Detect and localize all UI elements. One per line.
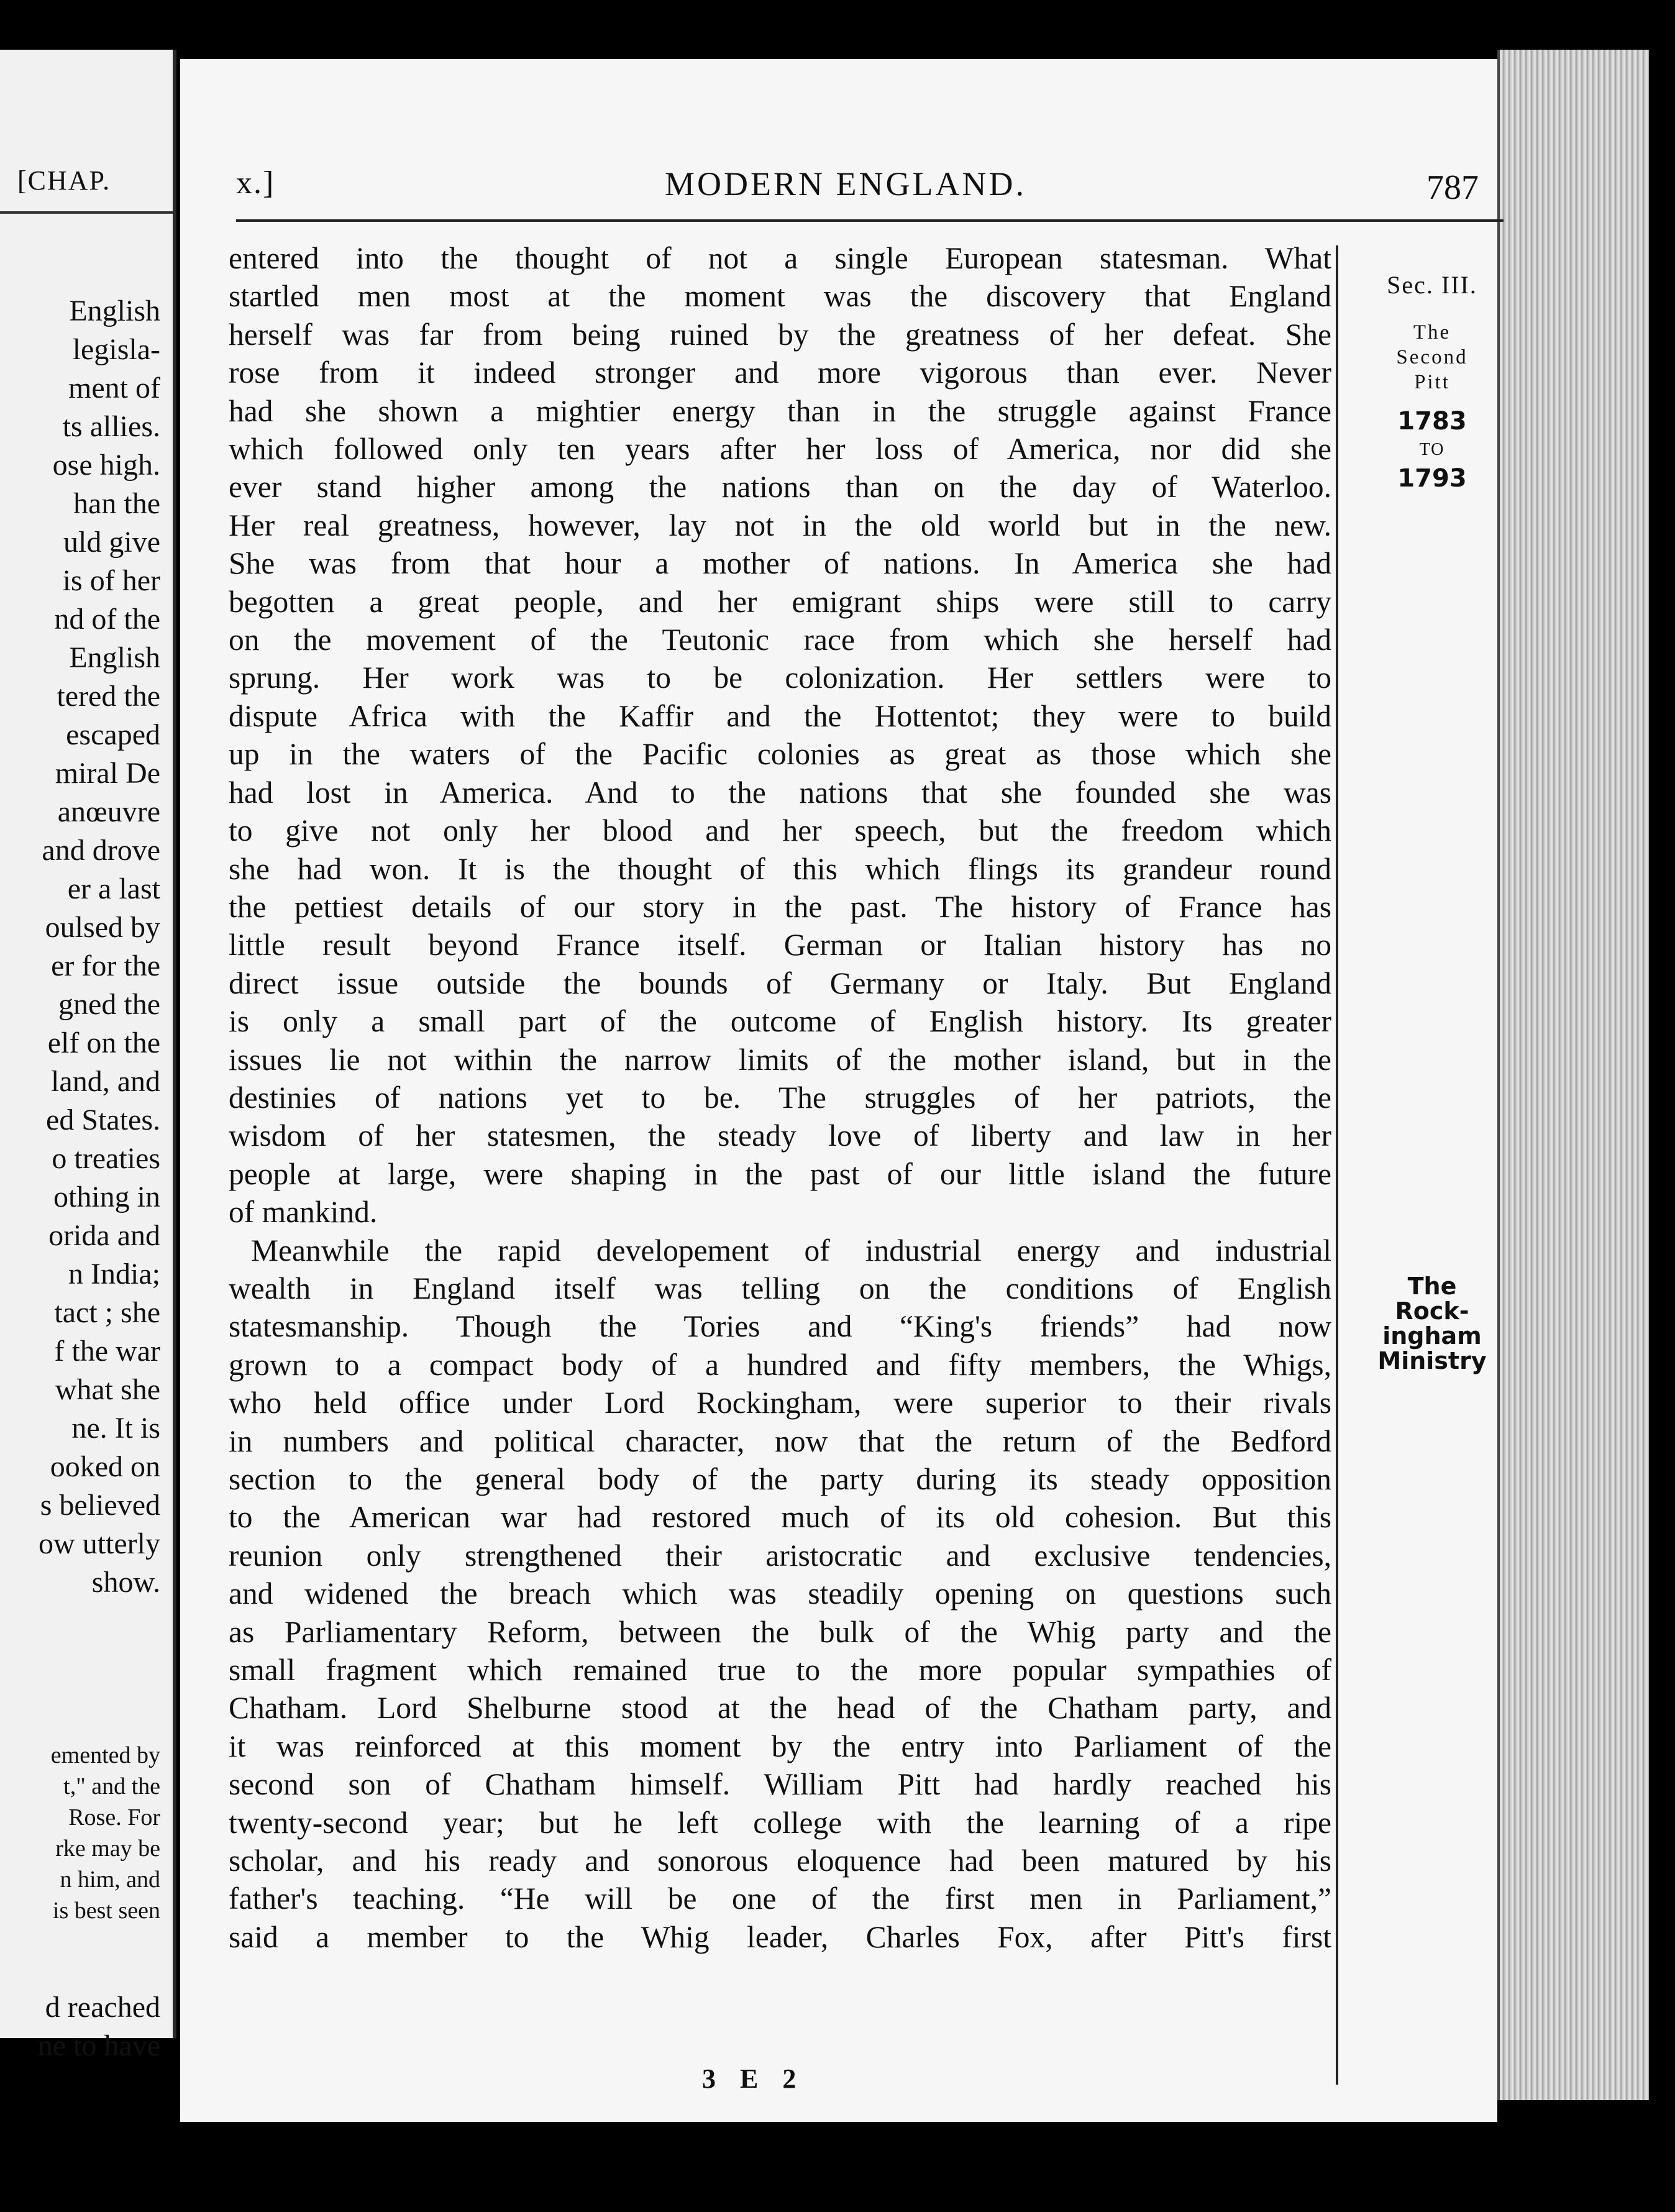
text-line: to the American war had restored much of its old cohesion. But this: [229, 1500, 1331, 1535]
previous-page-line: ed States.: [46, 1104, 160, 1136]
header-rule: [236, 219, 1504, 222]
text-line: of mankind.: [229, 1195, 378, 1230]
sidenote-line: Rock-: [1395, 1297, 1469, 1325]
previous-page-line: orida and: [48, 1219, 160, 1252]
text-line: had she shown a mightier energy than in the struggle against France: [229, 393, 1331, 428]
text-line: rose from it indeed stronger and more vigorous than ever. Never: [229, 355, 1331, 390]
previous-page-line: o treaties: [52, 1142, 160, 1175]
text-line: wealth in England itself was telling on the conditions of English: [229, 1271, 1331, 1305]
text-line: sprung. Her work was to be colonization. Her settlers were to: [229, 660, 1331, 695]
text-line: ever stand higher among the nations than on the day of Waterloo.: [229, 470, 1331, 505]
previous-page-tail-line: d reached: [45, 1991, 160, 2024]
text-line: section to the general body of the party during its steady opposition: [229, 1462, 1331, 1496]
previous-page-rule: [0, 211, 173, 214]
text-line: scholar, and his ready and sonorous eloquence had been matured by his: [229, 1844, 1331, 1878]
text-line: direct issue outside the bounds of Germany or Italy. But England: [229, 966, 1331, 1000]
text-line: destinies of nations yet to be. The struggles of her patriots, the: [229, 1080, 1331, 1115]
text-line: She was from that hour a mother of nations. In America she had: [229, 546, 1331, 581]
previous-page-line: ow utterly: [39, 1527, 160, 1560]
sidenote-line: The: [1407, 1273, 1457, 1300]
text-line: wisdom of her statesmen, the steady love of liberty and law in her: [229, 1118, 1331, 1153]
previous-page-line: is of her: [62, 564, 160, 597]
text-line: on the movement of the Teutonic race from which she herself had: [229, 623, 1331, 657]
page-number: 787: [1426, 168, 1479, 207]
previous-page-line: ooked on: [50, 1450, 160, 1483]
text-line: as Parliamentary Reform, between the bulk of the Whig party and the: [229, 1614, 1331, 1649]
previous-page-footnote-line: n him, and: [60, 1867, 160, 1893]
text-line: grown to a compact body of a hundred and fifty members, the Whigs,: [229, 1347, 1331, 1382]
previous-page-line: ment of: [68, 372, 160, 404]
text-line: small fragment which remained true to the more popular sympathies of: [229, 1653, 1331, 1688]
page-stack-edge: [1497, 50, 1649, 2100]
previous-page-line: ne. It is: [71, 1412, 160, 1445]
text-line: people at large, were shaping in the past of our little island the future: [229, 1156, 1331, 1191]
text-line: to give not only her blood and her speech, but the freedom which: [229, 813, 1331, 848]
text-line: it was reinforced at this moment by the entry into Parliament of the: [229, 1729, 1331, 1763]
text-line: the pettiest details of our story in the past. The history of France has: [229, 889, 1331, 924]
text-line: up in the waters of the Pacific colonies as great as those which she: [229, 737, 1331, 772]
previous-page-line: English: [69, 641, 160, 674]
previous-page-line: what she: [55, 1373, 160, 1406]
previous-page-line: oulsed by: [45, 911, 160, 944]
previous-page-line: ts allies.: [62, 410, 160, 443]
previous-page-line: miral De: [55, 757, 160, 790]
text-line: who held office under Lord Rockingham, were superior to their rivals: [229, 1386, 1331, 1420]
rockingham-sidenote: [1354, 1274, 1510, 1373]
previous-page-chapter-label: [CHAP.: [17, 165, 111, 196]
section-title-line: Second: [1396, 346, 1468, 368]
text-line: which followed only ten years after her loss of America, nor did she: [229, 432, 1331, 467]
previous-page-line: legisla-: [72, 333, 160, 366]
previous-page-line: and drove: [42, 834, 160, 867]
text-line: dispute Africa with the Kaffir and the Hottentot; they were to build: [229, 698, 1331, 733]
previous-page-footnote-line: is best seen: [52, 1898, 160, 1924]
previous-page-line: othing in: [53, 1181, 160, 1213]
section-years: [1354, 407, 1510, 493]
book-page: [180, 59, 1497, 2122]
text-line: issues lie not within the narrow limits of the mother island, but in the: [229, 1042, 1331, 1077]
text-line: statesmanship. Though the Tories and “King's friends” had now: [229, 1309, 1331, 1344]
previous-page-line: uld give: [63, 526, 160, 559]
previous-page-line: gned the: [58, 988, 160, 1021]
previous-page-line: nd of the: [54, 603, 160, 636]
previous-page-line: English: [69, 295, 160, 327]
year-start: 1783: [1397, 407, 1467, 436]
previous-page-footnote-line: t," and the: [63, 1773, 160, 1799]
paragraph-2: [229, 1232, 1331, 1957]
year-separator: TO: [1419, 440, 1445, 459]
previous-page-line: er a last: [67, 872, 160, 905]
previous-page-line: ose high.: [52, 449, 160, 482]
previous-page: [0, 50, 176, 2062]
text-line: in numbers and political character, now that the return of the Bedford: [229, 1424, 1331, 1458]
previous-page-footnote-line: Rose. For: [68, 1804, 160, 1830]
text-line: second son of Chatham himself. William Pitt had hardly reached his: [229, 1767, 1331, 1802]
text-line: father's teaching. “He will be one of the first men in Parliament,”: [229, 1881, 1331, 1916]
previous-page-footnote-line: emented by: [50, 1742, 160, 1768]
text-line: startled men most at the moment was the discovery that England: [229, 279, 1331, 314]
text-line: is only a small part of the outcome of English history. Its greater: [229, 1004, 1331, 1039]
text-line: little result beyond France itself. German or Italian history has no: [229, 928, 1331, 962]
previous-page-line: show.: [91, 1566, 160, 1599]
previous-page-footnote-line: rke may be: [55, 1835, 160, 1862]
text-line: herself was far from being ruined by the greatness of her defeat. She: [229, 317, 1331, 352]
text-line: she had won. It is the thought of this which flings its grandeur round: [229, 851, 1331, 886]
section-label: Sec. III.: [1387, 271, 1477, 299]
sidenote-line: Ministry: [1377, 1347, 1487, 1374]
paragraph-1: [229, 239, 1331, 1232]
previous-page-line: tact ; she: [54, 1296, 160, 1329]
text-line: entered into the thought of not a single European statesman. What: [229, 241, 1331, 275]
margin-rule: [1336, 245, 1338, 2085]
running-head: [236, 165, 1491, 214]
previous-page-footnotes: [0, 1740, 160, 1926]
previous-page-line: tered the: [57, 680, 160, 713]
text-line: had lost in America. And to the nations that she founded she was: [229, 775, 1331, 810]
page-title: MODERN ENGLAND.: [665, 165, 1026, 203]
text-line: Meanwhile the rapid developement of industrial energy and industrial: [251, 1233, 1331, 1268]
section-title: [1354, 320, 1510, 395]
text-line: reunion only strengthened their aristocratic and exclusive tendencies,: [229, 1538, 1331, 1573]
previous-page-line: han the: [73, 487, 160, 520]
signature-mark: 3 E 2: [702, 2063, 805, 2094]
year-end: 1793: [1397, 464, 1467, 493]
previous-page-line: er for the: [51, 949, 160, 982]
chapter-marker: x.]: [236, 165, 275, 201]
previous-page-tail-line: ne to have: [37, 2029, 160, 2062]
previous-page-tail-text: [0, 1988, 160, 2065]
section-title-line: The: [1413, 321, 1451, 344]
previous-page-line: land, and: [51, 1065, 160, 1098]
text-line: Chatham. Lord Shelburne stood at the head of the Chatham party, and: [229, 1691, 1331, 1725]
text-line: begotten a great people, and her emigrant ships were still to carry: [229, 584, 1331, 619]
previous-page-text: [0, 292, 160, 1602]
text-line: and widened the breach which was steadily opening on questions such: [229, 1576, 1331, 1611]
previous-page-line: elf on the: [47, 1026, 160, 1059]
previous-page-line: s believed: [40, 1489, 160, 1522]
text-line: Her real greatness, however, lay not in the old world but in the new.: [229, 508, 1331, 542]
sidenote-line: ingham: [1382, 1322, 1482, 1350]
section-title-line: Pitt: [1414, 371, 1450, 393]
body-text: [229, 239, 1331, 1956]
previous-page-line: n India;: [68, 1258, 160, 1291]
text-line: said a member to the Whig leader, Charles Fox, after Pitt's first: [229, 1919, 1331, 1954]
previous-page-line: f the war: [54, 1335, 160, 1368]
text-line: twenty-second year; but he left college with the learning of a ripe: [229, 1805, 1331, 1840]
previous-page-line: escaped: [66, 718, 160, 751]
previous-page-line: anœuvre: [57, 795, 160, 828]
